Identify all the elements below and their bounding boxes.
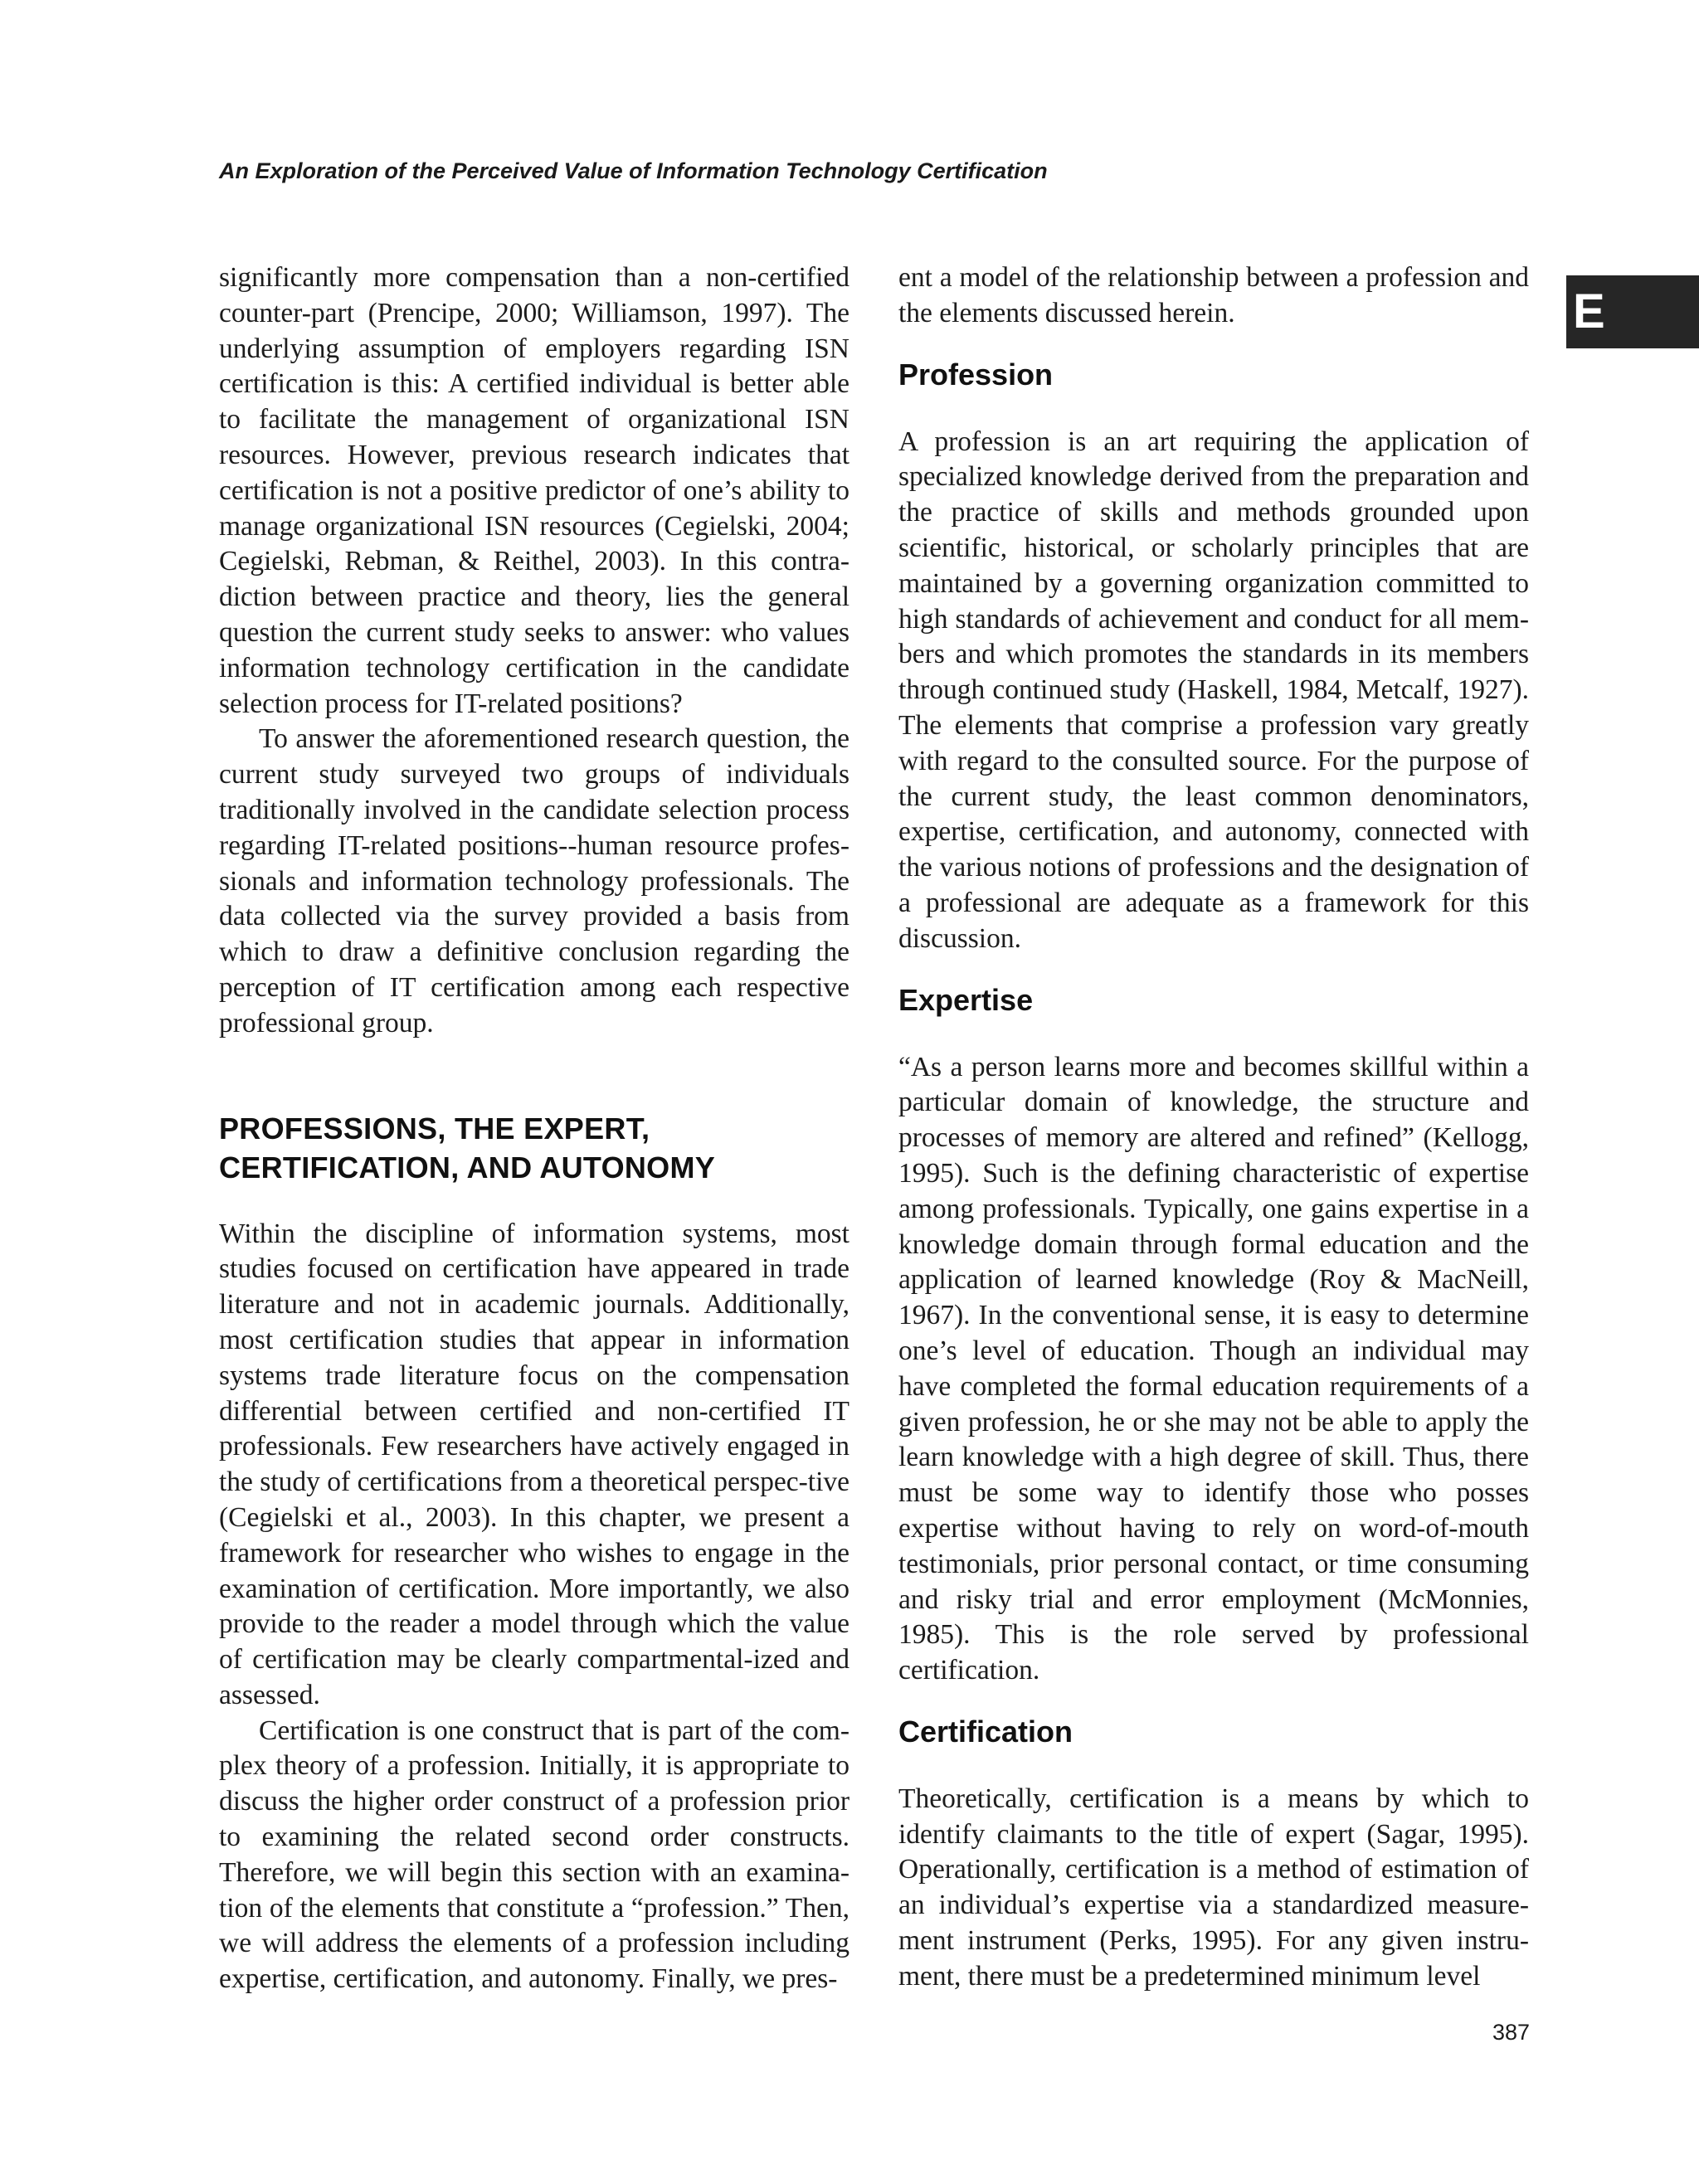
left-column [219, 260, 850, 1997]
body-paragraph: A profession is an art requiring the application of specialized knowledge derived from the preparation and the practice of skills and methods grounded upon scientific, historical, or scholarly principles that are maintained by a governing organization committed to high standards of achievement and conduct for all mem-bers and which promotes the standards in its members through continued study (Haskell, 1984, Metcalf, 1927). The elements that comprise a profession vary greatly with regard to the consulted source. For the purpose of the current study, the least common denominators, expertise, certification, and autonomy, connected with the various notions of professions and the designation of a professional are adequate as a framework for this discussion. [898, 426, 1529, 954]
page-number: 387 [1492, 2020, 1530, 2045]
subsection-heading-profession: Profession [898, 357, 1054, 392]
body-paragraph: Theoretically, certification is a means by which to identify claimants to the title of expert (Sagar, 1995). Operationally, certification is a method of estimation of an individual’s expertise via a standardized measure-ment instrument (Perks, 1995). For any given instru-ment, there must be a predetermined minimum level [898, 1783, 1529, 1992]
section-heading-line: CERTIFICATION, AND AUTONOMY [219, 1150, 716, 1184]
body-paragraph: Within the discipline of information systems, most studies focused on certification have appeared in trade literature and not in academic journals. Additionally, most certification studies that appear in information systems trade literature focus on the compensation differential between certified and non-certified IT professionals. Few researchers have actively engaged in the study of certifications from a theoretical perspec-tive (Cegielski et al., 2003). In this chapter, we present a framework for researcher who wishes to engage in the examination of certification. More importantly, we also provide to the reader a model through which the value of certification may be clearly compartmental-ized and assessed. [219, 1218, 850, 1710]
body-paragraph: “As a person learns more and becomes skillful within a particular domain of knowledge, the structure and processes of memory are altered and refined” (Kellogg, 1995). Such is the defining characteristic of expertise among professionals. Typically, one gains expertise in a knowledge domain through formal education and the application of learned knowledge (Roy & MacNeill, 1967). In the conventional sense, it is easy to determine one’s level of education. Though an individual may have completed the formal education requirements of a given profession, he or she may not be able to apply the learn knowledge with a high degree of skill. Thus, there must be some way to identify those who posses expertise without having to rely on word-of-mouth testimonials, prior personal contact, or time consuming and risky trial and error employment (McMonnies, 1985). This is the role served by professional certification. [898, 1051, 1529, 1686]
section-heading-line: PROFESSIONS, THE EXPERT, [219, 1111, 650, 1146]
section-tab-letter: E [1566, 275, 1699, 348]
body-paragraph: To answer the aforementioned research question, the current study surveyed two groups of individuals traditionally involved in the candidate selection process regarding IT-related positions--human resource profes-sionals and information technology professionals. The data collected via the survey provided a basis from which to draw a definitive conclusion regarding the perception of IT certification among each respective professional group. [219, 723, 850, 1038]
body-paragraph: Certification is one construct that is part of the com-plex theory of a profession. Initially, it is appropriate to discuss the higher order construct of a profession prior to examining the related second order constructs. Therefore, we will begin this section with an examina-tion of the elements that constitute a “profession.” Then, we will address the elements of a profession including expertise, certification, and autonomy. Finally, we pres- [219, 1715, 850, 1995]
right-column [898, 260, 1529, 1995]
body-paragraph: significantly more compensation than a non-certified counter-part (Prencipe, 2000; Williamson, 1997). The underlying assumption of employers regarding ISN certification is this: A certified individual is better able to facilitate the management of organizational ISN resources. However, previous research indicates that certification is not a positive predictor of one’s ability to manage organizational ISN resources (Cegielski, 2004; Cegielski, Rebman, & Reithel, 2003). In this contra-diction between practice and theory, lies the general question the current study seeks to answer: who values information technology certification in the candidate selection process for IT-related positions? [219, 262, 850, 719]
subsection-heading-expertise: Expertise [898, 982, 1034, 1017]
running-head-title: An Exploration of the Perceived Value of Information Technology Certification [219, 158, 1048, 183]
section-heading [219, 1109, 850, 1187]
subsection-heading-certification: Certification [898, 1714, 1073, 1749]
body-paragraph: ent a model of the relationship between a profession and the elements discussed herein. [898, 262, 1529, 328]
